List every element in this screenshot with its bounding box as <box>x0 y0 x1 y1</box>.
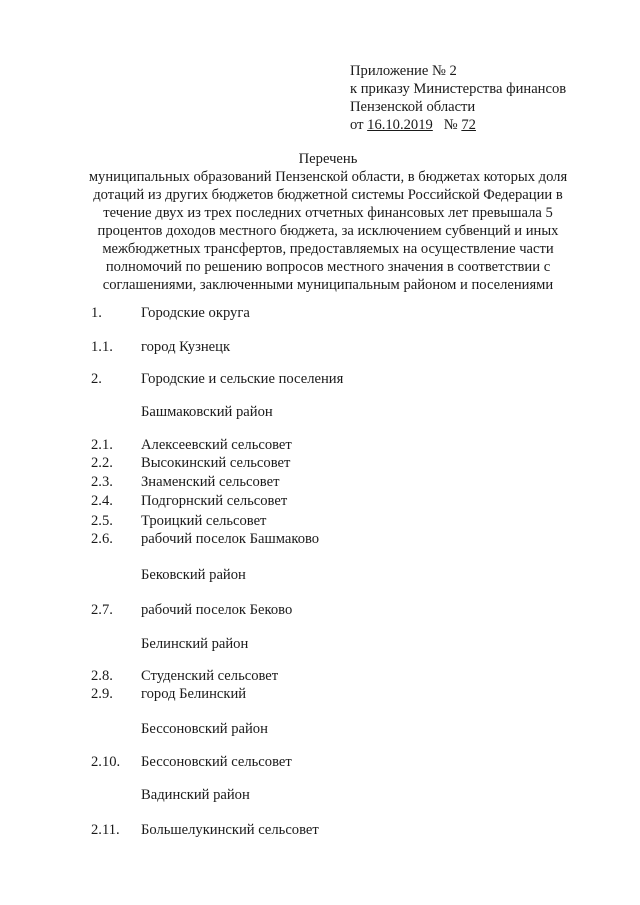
item-text: Знаменский сельсовет <box>141 474 280 490</box>
item-text: рабочий поселок Башмаково <box>141 531 320 547</box>
item-text: Большелукинский сельсовет <box>141 822 319 838</box>
item-number: 2.3. <box>91 474 113 490</box>
district-name: Белинский район <box>141 636 249 652</box>
item-number: 2.11. <box>91 822 120 838</box>
title-heading: Перечень <box>298 151 358 167</box>
region-name: Пензенской области <box>350 99 476 115</box>
item-text: Студенский сельсовет <box>141 668 279 684</box>
item-text: Алексеевский сельсовет <box>141 437 292 453</box>
item-number: 1. <box>91 305 102 321</box>
district-name: Вадинский район <box>141 787 250 803</box>
document-title <box>70 150 586 294</box>
item-number: 2.10. <box>91 754 121 770</box>
district-name: Бессоновский район <box>141 721 268 737</box>
item-text: Подгорнский сельсовет <box>141 493 288 509</box>
title-line: муниципальных образований Пензенской области, в бюджетах которых доля <box>88 169 568 185</box>
item-number: 2.5. <box>91 513 113 529</box>
appendix-header <box>350 62 630 134</box>
item-text: рабочий поселок Беково <box>141 602 293 618</box>
title-line: межбюджетных трансфертов, предоставляемых на осуществление части <box>102 241 554 257</box>
item-text: Городские округа <box>141 305 250 321</box>
item-text: Троицкий сельсовет <box>141 513 267 529</box>
item-text: город Белинский <box>141 686 247 702</box>
order-date-line <box>350 116 630 134</box>
date-prefix: от <box>350 117 364 133</box>
district-name: Бековский район <box>141 567 246 583</box>
item-number: 2.6. <box>91 531 113 547</box>
item-number: 2.7. <box>91 602 113 618</box>
district-name: Башмаковский район <box>141 404 273 420</box>
item-number: 2.2. <box>91 455 113 471</box>
item-text: Бессоновский сельсовет <box>141 754 292 770</box>
title-line: соглашениями, заключенными муниципальным районом и поселениями <box>102 277 554 293</box>
order-date: 16.10.2019 <box>367 117 433 133</box>
item-text: город Кузнецк <box>141 339 231 355</box>
title-line: полномочий по решению вопросов местного значения в соответствии с <box>105 259 551 275</box>
order-number: 72 <box>461 117 476 133</box>
order-reference: к приказу Министерства финансов <box>350 81 567 97</box>
item-number: 2. <box>91 371 102 387</box>
appendix-number: Приложение № 2 <box>350 63 457 79</box>
item-number: 2.4. <box>91 493 113 509</box>
item-text: Высокинский сельсовет <box>141 455 291 471</box>
item-number: 2.9. <box>91 686 113 702</box>
item-number: 1.1. <box>91 339 113 355</box>
title-line: дотаций из других бюджетов бюджетной системы Российской Федерации в <box>93 187 563 203</box>
title-line: процентов доходов местного бюджета, за исключением субвенций и иных <box>97 223 559 239</box>
item-number: 2.8. <box>91 668 113 684</box>
title-line: течение двух из трех последних отчетных финансовых лет превышала 5 <box>103 205 553 221</box>
number-prefix: № <box>443 117 458 133</box>
item-number: 2.1. <box>91 437 113 453</box>
item-text: Городские и сельские поселения <box>141 371 344 387</box>
